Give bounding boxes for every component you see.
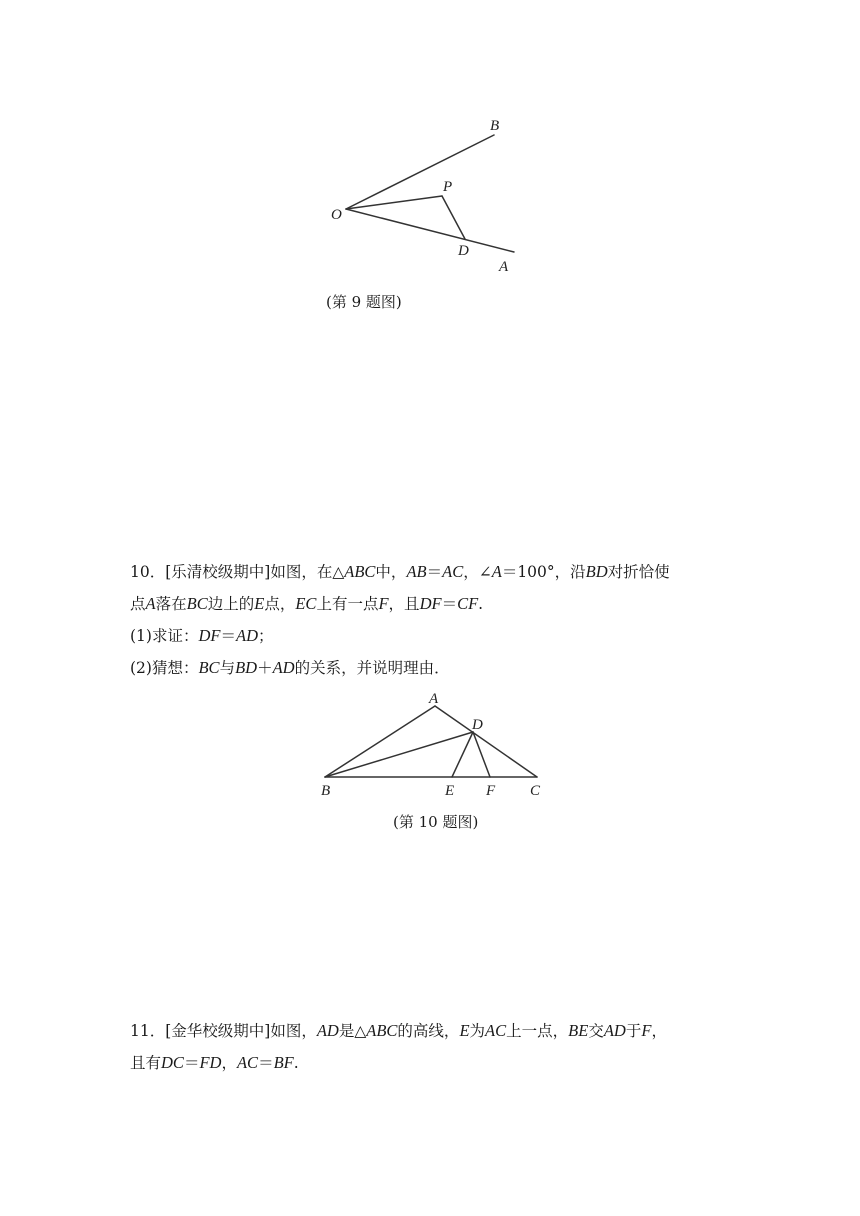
ray-oa [346,209,514,252]
q10-sub-2: (2)猜想：BC与BD＋AD的关系，并说明理由． [130,658,450,677]
label-d: D [458,243,469,259]
question-11 [130,1015,745,1079]
label-b: B [490,118,500,134]
figure-9 [320,110,530,280]
label-a: A [499,259,509,275]
label-a: A [429,691,439,707]
label-c: C [530,783,541,799]
figure-10-diagram [310,688,560,803]
figure-9-caption: (第 9 题图) [326,293,402,311]
q10-line-1: 10．[乐清校级期中]如图，在△ABC中，AB＝AC，∠A＝100°，沿BD对折恰使 [130,562,670,581]
ray-ob [346,135,494,209]
q10-line-2: 点A落在BC边上的E点，EC上有一点F，且DF＝CF. [130,594,484,613]
segment-pd [442,196,465,239]
label-d: D [472,717,483,733]
label-f: F [486,783,496,799]
question-10 [130,556,745,684]
segment-ab [325,706,435,777]
label-b: B [321,783,331,799]
q11-line-2: 且有DC＝FD，AC＝BF. [130,1053,299,1072]
label-o: O [331,207,342,223]
segment-bd [325,732,473,777]
q10-sub-1: (1)求证：DF＝AD； [130,626,274,645]
figure-9-diagram [320,110,530,280]
q11-line-1: 11．[金华校级期中]如图，AD是△ABC的高线，E为AC上一点，BE交AD于F， [130,1021,667,1040]
label-p: P [443,179,453,195]
segment-de [452,732,473,777]
figure-10 [310,688,560,803]
label-e: E [445,783,455,799]
figure-10-caption: (第 10 题图) [393,813,479,831]
